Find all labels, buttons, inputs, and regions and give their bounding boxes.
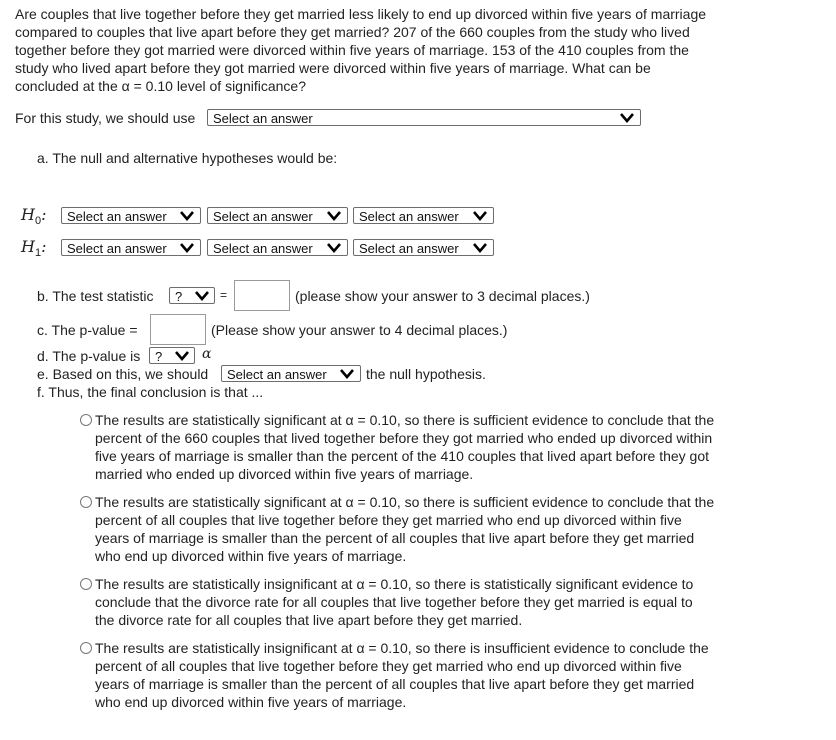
option-3-radio[interactable]	[80, 578, 92, 590]
test-statistic-hint: (please show your answer to 3 decimal places.)	[295, 288, 590, 304]
h1-select-2[interactable]: Select an answer	[207, 239, 348, 256]
chevron-down-icon	[180, 242, 194, 253]
study-use-select[interactable]	[207, 109, 641, 126]
h1-select-1[interactable]: Select an answer	[61, 239, 201, 256]
chevron-down-icon	[473, 210, 487, 221]
option-4-radio[interactable]	[80, 642, 92, 654]
part-b-label: b. The test statistic	[37, 288, 154, 304]
chevron-down-icon	[327, 242, 341, 253]
study-use-select-value: Select an answer	[213, 111, 313, 126]
question-text: Are couples that live together before they get married less likely to end up divorced within five years of marriage compared to couples that live apart before they get married? 207 of the 660 couples from the study who lived together before they got married were divorced within five years of marriage. 153 of the 410 couples from the study who lived apart before they got married were divorced within five years of marriage. What can be concluded at the α = 0.10 level of significance?	[15, 6, 707, 94]
option-2-radio[interactable]	[80, 496, 92, 508]
part-a-label: a. The null and alternative hypotheses would be:	[37, 150, 338, 166]
h1-select-3[interactable]: Select an answer	[353, 239, 494, 256]
option-1-radio[interactable]	[80, 414, 92, 426]
study-use-label: For this study, we should use	[15, 110, 196, 126]
chevron-down-icon	[175, 350, 189, 361]
chevron-down-icon	[195, 290, 209, 301]
alpha-symbol: α	[202, 346, 212, 362]
chevron-down-icon	[620, 112, 634, 123]
p-value-hint: (Please show your answer to 4 decimal places.)	[211, 322, 508, 338]
h1-label: $H_1$:	[21, 237, 47, 260]
part-c-label: c. The p-value =	[37, 322, 138, 338]
decision-select[interactable]: Select an answer	[221, 365, 361, 382]
option-2-text: The results are statistically significant at α = 0.10, so there is sufficient evidence to conclude that the percent of all couples that live together before they get married who end up divorced within five years of marriage is smaller than the percent of all couples that live apart before they get married who end up divorced within five years of marriage.	[95, 494, 715, 564]
option-3-text: The results are statistically insignificant at α = 0.10, so there is statistically significant evidence to conclude that the divorce rate for all couples that live together before they get married is equal to the divorce rate for all couples that live apart before they get married.	[95, 576, 694, 628]
equals-sign: =	[220, 288, 228, 302]
test-statistic-input[interactable]	[234, 280, 290, 311]
part-d-label: d. The p-value is	[37, 348, 141, 364]
h0-select-3[interactable]: Select an answer	[353, 207, 494, 224]
chevron-down-icon	[340, 368, 354, 379]
part-e-label: e. Based on this, we should	[37, 366, 209, 382]
part-e-suffix: the null hypothesis.	[366, 366, 486, 382]
p-value-input[interactable]	[150, 314, 206, 345]
chevron-down-icon	[327, 210, 341, 221]
chevron-down-icon	[180, 210, 194, 221]
p-value-compare-select[interactable]: ?	[149, 347, 195, 364]
test-statistic-select[interactable]: ?	[169, 287, 215, 304]
h0-select-2[interactable]: Select an answer	[207, 207, 348, 224]
option-4-text: The results are statistically insignificant at α = 0.10, so there is insufficient evidence to conclude the percent of all couples that live together before they get married who end up divorced within five years of marriage is smaller than the percent of all couples that live apart before they get married who end up divorced within five years of marriage.	[95, 640, 709, 710]
h0-label: $H_0$:	[21, 205, 47, 228]
h0-select-1[interactable]: Select an answer	[61, 207, 201, 224]
part-f-label: f. Thus, the final conclusion is that ...	[37, 384, 264, 400]
chevron-down-icon	[473, 242, 487, 253]
option-1-text: The results are statistically significant at α = 0.10, so there is sufficient evidence to conclude that the percent of the 660 couples that lived together before they got married who ended up divorced within five years of marriage is smaller than the percent of the 410 couples that lived apart before they got married who ended up divorced within five years of marriage.	[95, 412, 715, 482]
